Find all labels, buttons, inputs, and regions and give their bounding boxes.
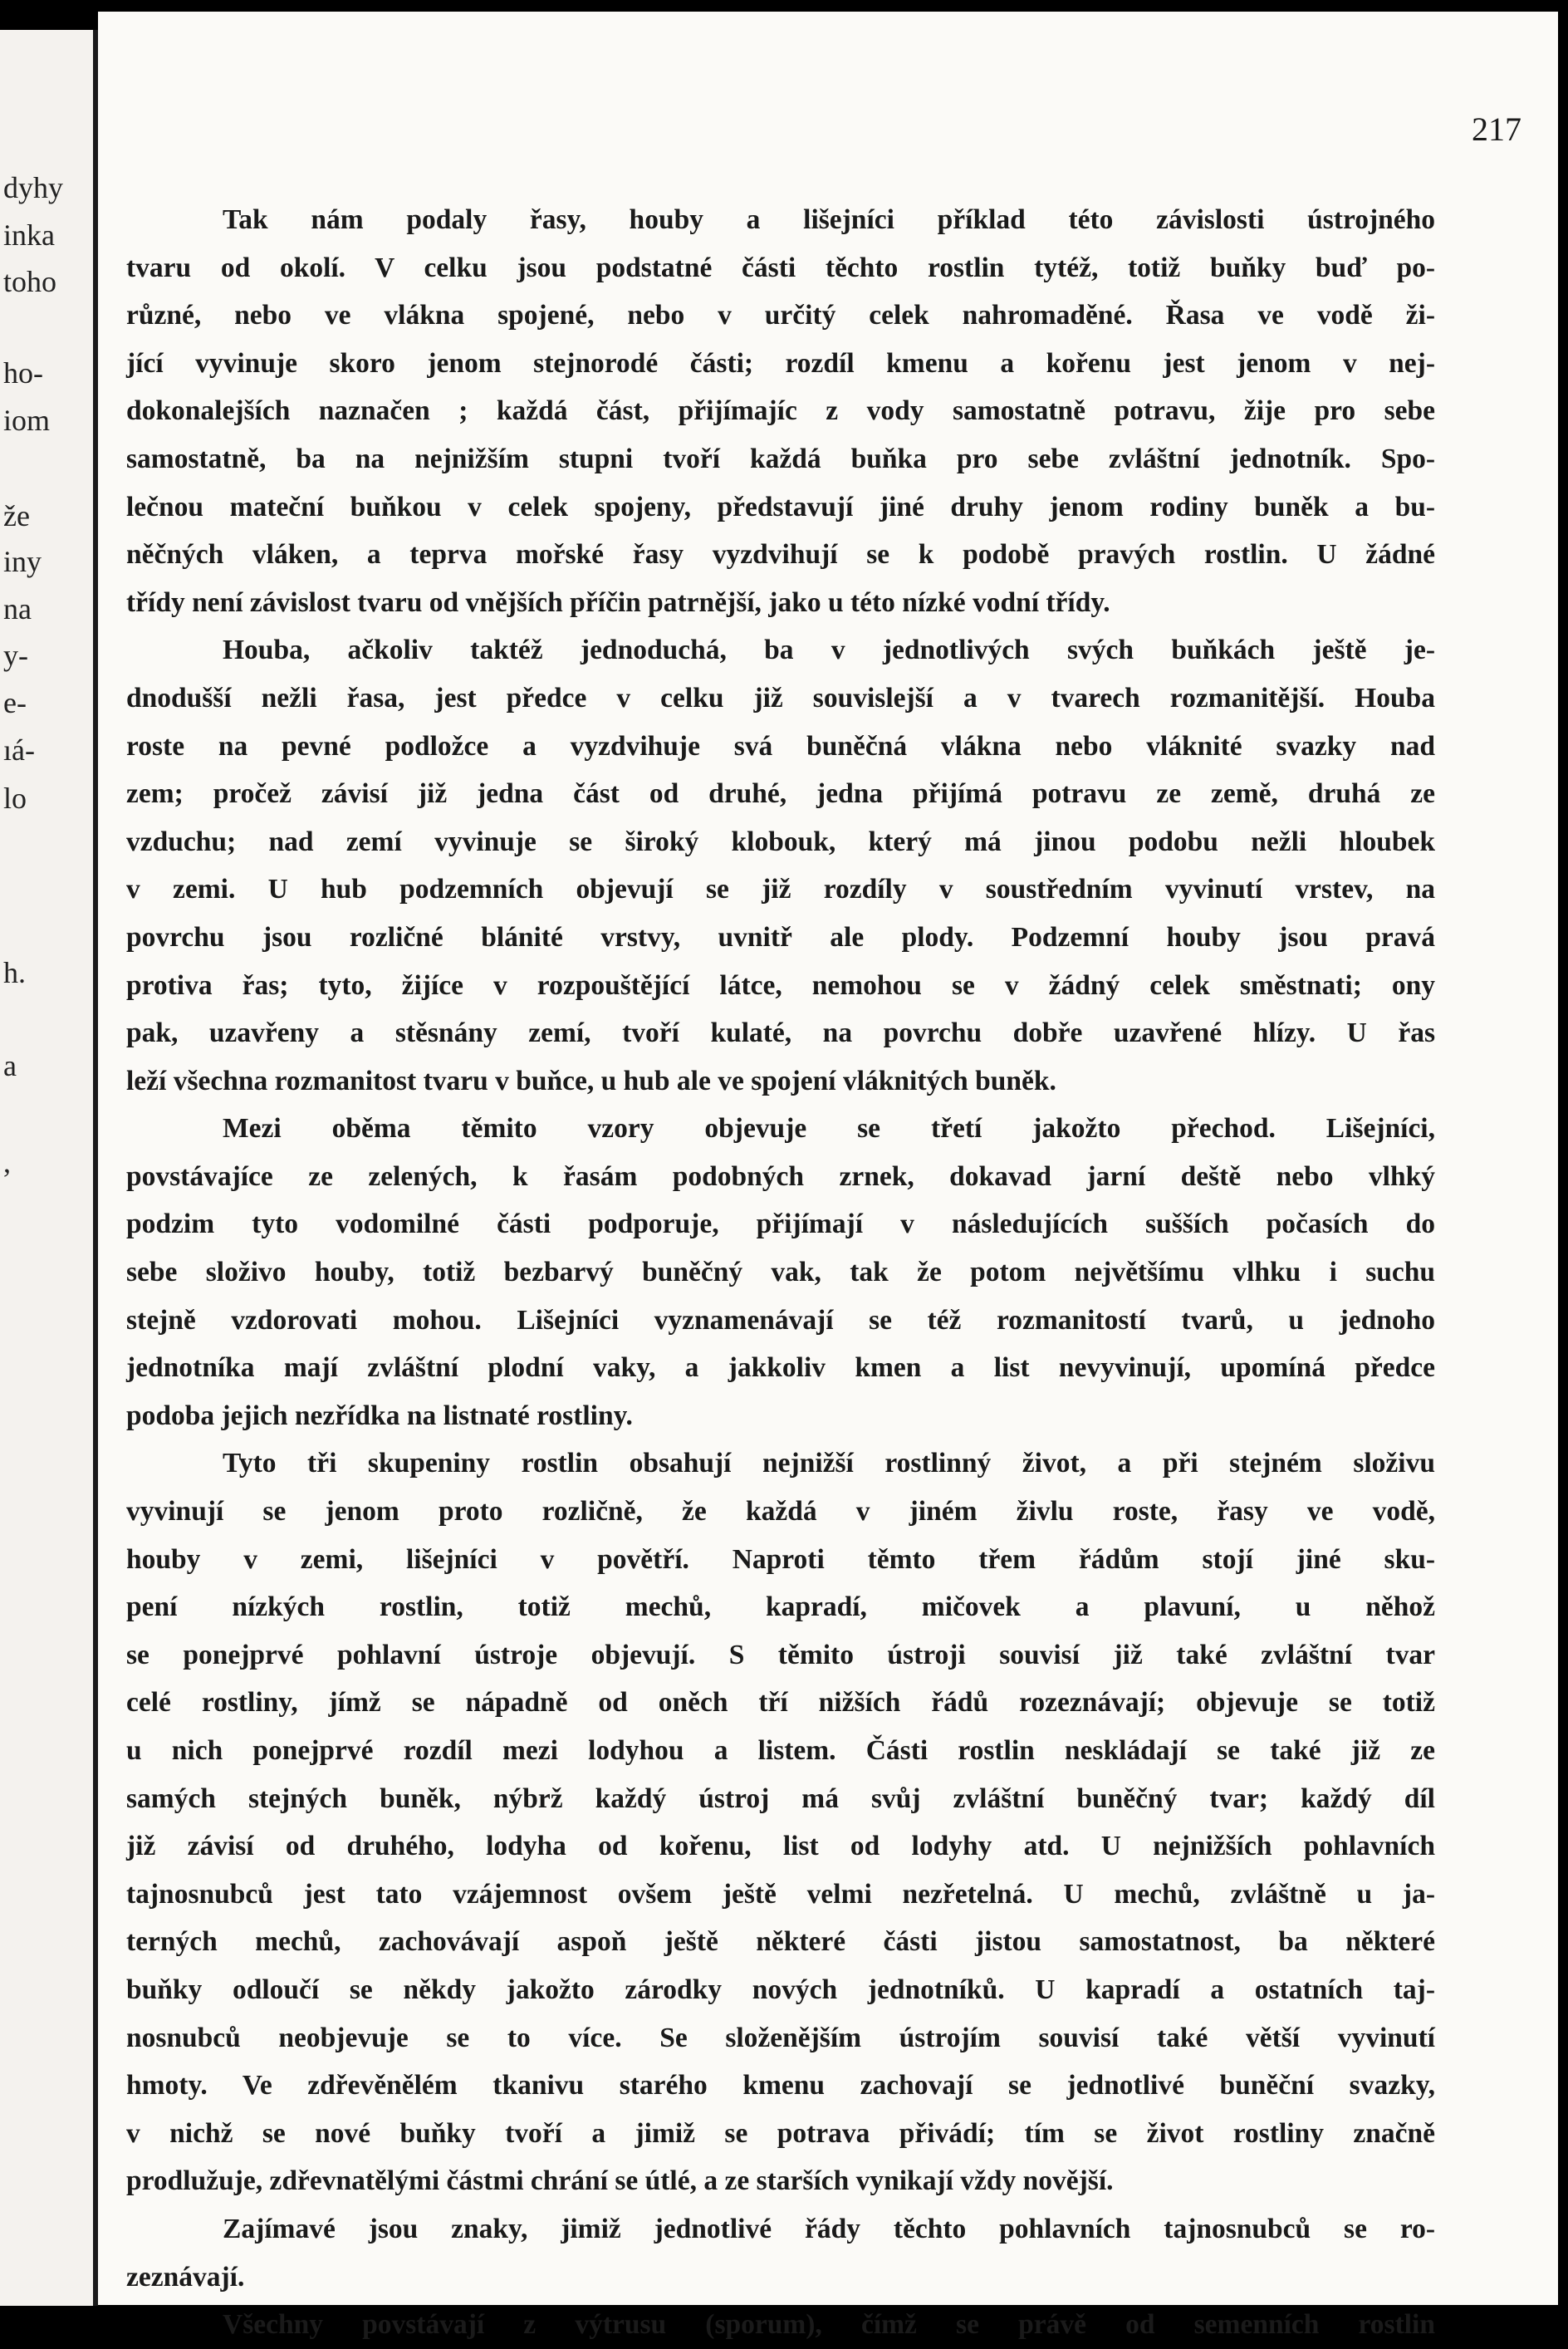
facing-page-fragment: inka [3, 218, 55, 252]
text-line: Houba, ačkoliv taktéž jednoduchá, ba v jednotlivých svých buňkách ještě je- [223, 635, 1435, 666]
body-text [126, 196, 1435, 2349]
facing-page-fragment: h. [3, 956, 26, 989]
text-line: terných mechů, zachovávají aspoň ještě některé části jistou samostatnost, ba některé [126, 1926, 1435, 1958]
text-line: dokonalejších naznačen ; každá část, přijímajíc z vody samostatně potravu, žije pro sebe [126, 395, 1435, 427]
text-line: sebe složivo houby, totiž bezbarvý buněčný vak, tak že potom největšímu vlhku i suchu [126, 1257, 1435, 1288]
book-page [98, 12, 1558, 2341]
text-line: Mezi oběma těmito vzory objevuje se třetí jakožto přechod. Lišejníci, [223, 1113, 1435, 1145]
text-line: roste na pevné podložce a vyzdvihuje svá buněčná vlákna nebo vláknité svazky nad [126, 730, 1435, 762]
text-line: vzduchu; nad zemí vyvinuje se široký klobouk, který má jinou podobu nežli hloubek [126, 826, 1435, 857]
facing-page-fragment: iom [3, 404, 51, 437]
text-line: lečnou mateční buňkou v celek spojeny, představují jiné druhy jenom rodiny buněk a bu- [126, 491, 1435, 522]
text-line: u nich ponejprvé rozdíl mezi lodyhou a listem. Části rostlin neskládají se také již ze [126, 1735, 1435, 1766]
text-line: povrchu jsou rozličné blánité vrstvy, uvnitř ale plody. Podzemní houby jsou pravá [126, 921, 1435, 953]
facing-page-fragment: dyhy [3, 171, 63, 204]
text-line: podzim tyto vodomilné části podporuje, přijímají v následujících sušších počasích do [126, 1209, 1435, 1240]
facing-page-fragment: y- [3, 639, 28, 672]
facing-page-fragment: , [3, 1145, 11, 1179]
text-line: hmoty. Ve zdřevěnělém tkanivu starého kmenu zachovají se jednotlivé buněční svazky, [126, 2070, 1435, 2101]
text-line: houby v zemi, lišejníci v povětří. Naproti těmto třem řádům stojí jiné sku- [126, 1543, 1435, 1575]
text-line: povstávajíce ze zelených, k řasám podobných zrnek, dokavad jarní deště nebo vlhký [126, 1160, 1435, 1192]
text-line: jednotníka mají zvláštní plodní vaky, a jakkoliv kmen a list nevyvinují, upomíná předce [126, 1352, 1435, 1384]
text-line: dnodušší nežli řasa, jest předce v celku již souvislejší a v tvarech rozmanitější. Houba [126, 682, 1435, 714]
text-line: zem; pročež závisí již jedna část od druhé, jedna přijímá potravu ze země, druhá ze [126, 778, 1435, 810]
text-line: prodlužuje, zdřevnatělými částmi chrání se útlé, a ze starších vynikají vždy novější. [126, 2165, 1114, 2197]
facing-page-fragment: na [3, 592, 32, 625]
facing-page-fragment: ho- [3, 356, 43, 390]
text-line: jící vyvinuje skoro jenom stejnorodé části; rozdíl kmenu a kořenu jest jenom v nej- [126, 347, 1435, 379]
text-line: třídy není závislost tvaru od vnějších příčin patrnější, jako u této nízké vodní třídy. [126, 586, 1110, 618]
facing-page-fragment: iny [3, 545, 42, 578]
text-line: leží všechna rozmanitost tvaru v buňce, u hub ale ve spojení vláknitých buněk. [126, 1065, 1056, 1096]
facing-page-fragment: a [3, 1049, 17, 1082]
facing-page-fragment: toho [3, 265, 57, 298]
text-line: pení nízkých rostlin, totiž mechů, kapradí, mičovek a plavuní, u něhož [126, 1591, 1435, 1623]
text-line: v zemi. U hub podzemních objevují se již rozdíly v soustředním vyvinutí vrstev, na [126, 874, 1435, 905]
facing-page-fragment: že [3, 499, 30, 532]
text-line: nosnubců neobjevuje se to více. Se složenějším ústrojím souvisí také větší vyvinutí [126, 2022, 1435, 2053]
text-line: něčných vláken, a teprva mořské řasy vyzdvihují se k podobě pravých rostlin. U žádné [126, 539, 1435, 571]
text-line: Všechny povstávají z výtrusu (sporum), čímž se právě od semenních rostlin [223, 2309, 1435, 2341]
text-line: tvaru od okolí. V celku jsou podstatné části těchto rostlin tytéž, totiž buňky buď po- [126, 252, 1435, 283]
text-line: tajnosnubců jest tato vzájemnost ovšem ještě velmi nezřetelná. U mechů, zvláštně u ja- [126, 1878, 1435, 1910]
text-line: podoba jejich nezřídka na listnaté rostliny. [126, 1400, 633, 1431]
text-line: celé rostliny, jímž se nápadně od oněch tří nižších řádů rozeznávají; objevuje se totiž [126, 1687, 1435, 1719]
text-line: se ponejprvé pohlavní ústroje objevují. S těmito ústroji souvisí již také zvláštní tvar [126, 1639, 1435, 1670]
text-line: samých stejných buněk, nýbrž každý ústroj má svůj zvláštní buněčný tvar; každý díl [126, 1783, 1435, 1814]
text-line: Tyto tři skupeniny rostlin obsahují nejnižší rostlinný život, a při stejném složivu [223, 1448, 1435, 1479]
text-line: již závisí od druhého, lodyha od kořenu, list od lodyhy atd. U nejnižších pohlavních [126, 1831, 1435, 1862]
text-line: pak, uzavřeny a stěsnány zemí, tvoří kulaté, na povrchu dobře uzavřené hlízy. U řas [126, 1018, 1435, 1049]
text-line: samostatně, ba na nejnižším stupni tvoří každá buňka pro sebe zvláštní jednotník. Spo- [126, 443, 1435, 474]
page-number: 217 [1472, 110, 1521, 148]
text-line: různé, nebo ve vlákna spojené, nebo v určitý celek nahromaděné. Řasa ve vodě ži- [126, 300, 1435, 331]
facing-page-strip [0, 30, 93, 2306]
facing-page-fragment: ıá- [3, 733, 35, 767]
text-line: Tak nám podaly řasy, houby a lišejníci příklad této závislosti ústrojného [223, 204, 1435, 235]
facing-page-fragment: lo [3, 782, 27, 815]
text-line: zeznávají. [126, 2261, 245, 2293]
text-line: Zajímavé jsou znaky, jimiž jednotlivé řády těchto pohlavních tajnosnubců se ro- [223, 2213, 1435, 2244]
text-line: v nichž se nové buňky tvoří a jimiž se potrava přivádí; tím se život rostliny značně [126, 2117, 1435, 2149]
text-line: buňky odloučí se někdy jakožto zárodky nových jednotníků. U kapradí a ostatních taj- [126, 1974, 1435, 2005]
facing-page-fragment: e- [3, 686, 27, 719]
text-line: protiva řas; tyto, žijíce v rozpouštějící látce, nemohou se v žádný celek směstnati; ony [126, 969, 1435, 1001]
text-line: stejně vzdorovati mohou. Lišejníci vyznamenávají se též rozmanitostí tvarů, u jednoho [126, 1304, 1435, 1336]
text-line: vyvinují se jenom proto rozličně, že každá v jiném živlu roste, řasy ve vodě, [126, 1496, 1435, 1528]
